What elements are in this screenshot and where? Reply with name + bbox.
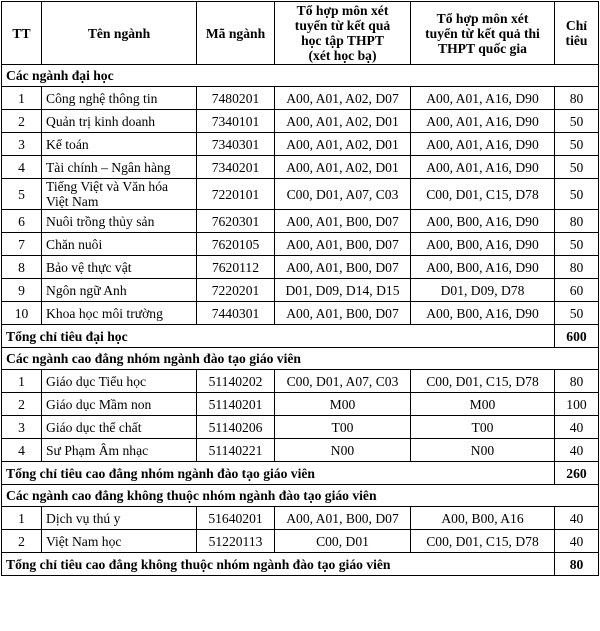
row-name-line: Chăn nuôi <box>46 236 103 252</box>
header-chi-tieu-line: Chỉ <box>565 18 588 33</box>
row-name <box>42 439 197 462</box>
row-thi-thpt: C00, D01, C15, D78 <box>411 179 555 210</box>
header-tt: TT <box>2 2 42 65</box>
table-row <box>2 87 599 110</box>
section-header-row <box>2 348 599 370</box>
table-row <box>2 279 599 302</box>
table-row <box>2 233 599 256</box>
row-name <box>42 110 197 133</box>
row-tt: 1 <box>2 370 42 393</box>
row-code: 51640201 <box>197 507 275 530</box>
row-code: 7340101 <box>197 110 275 133</box>
header-hoc-ba-line: học tập THPT <box>301 33 384 48</box>
row-name-line: Giáo dục thể chất <box>46 419 142 435</box>
row-code: 51220113 <box>197 530 275 553</box>
header-chi-tieu <box>555 2 599 65</box>
row-hoc-ba: A00, A01, A02, D01 <box>275 110 411 133</box>
row-tt: 8 <box>2 256 42 279</box>
row-hoc-ba: A00, A01, B00, D07 <box>275 256 411 279</box>
row-code: 7480201 <box>197 87 275 110</box>
row-name-line: Quản trị kinh doanh <box>46 113 156 129</box>
row-name-line: Tiếng Việt và Văn hóa <box>46 179 169 194</box>
row-hoc-ba: A00, A01, A02, D07 <box>275 87 411 110</box>
header-thi-thpt-line: Tổ hợp môn xét <box>436 10 529 26</box>
row-name-line: Giáo dục Mầm non <box>46 396 152 412</box>
row-quota: 50 <box>555 156 599 179</box>
table-body <box>2 65 599 576</box>
row-name <box>42 393 197 416</box>
row-tt: 3 <box>2 416 42 439</box>
table-row <box>2 302 599 325</box>
row-name-line: Dịch vụ thú y <box>46 510 121 526</box>
row-tt: 2 <box>2 530 42 553</box>
row-thi-thpt: A00, A01, A16, D90 <box>411 87 555 110</box>
row-thi-thpt: C00, D01, C15, D78 <box>411 370 555 393</box>
row-hoc-ba: N00 <box>275 439 411 462</box>
header-thi-thpt-line: tuyển từ kết quả thi <box>425 25 540 41</box>
section-total-label: Tổng chỉ tiêu đại học <box>2 325 555 348</box>
row-tt: 1 <box>2 507 42 530</box>
header-thi-thpt <box>411 2 555 65</box>
row-tt: 2 <box>2 110 42 133</box>
row-name-line: Nuôi trồng thủy sản <box>46 213 155 229</box>
row-name-line: Sư Phạm Âm nhạc <box>46 442 149 458</box>
section-title: Các ngành cao đẳng nhóm ngành đào tạo giáo viên <box>2 348 599 370</box>
row-name <box>42 370 197 393</box>
row-quota: 50 <box>555 233 599 256</box>
row-thi-thpt: A00, B00, A16, D90 <box>411 233 555 256</box>
row-thi-thpt: A00, B00, A16, D90 <box>411 256 555 279</box>
row-name <box>42 156 197 179</box>
row-name-line: Công nghệ thông tin <box>46 90 158 106</box>
row-thi-thpt: A00, B00, A16 <box>411 507 555 530</box>
row-name <box>42 179 197 210</box>
row-name <box>42 233 197 256</box>
row-name-line: Tài chính – Ngân hàng <box>46 159 171 175</box>
row-thi-thpt: C00, D01, C15, D78 <box>411 530 555 553</box>
row-thi-thpt: A00, A01, A16, D90 <box>411 156 555 179</box>
row-quota: 50 <box>555 110 599 133</box>
row-name <box>42 507 197 530</box>
row-tt: 4 <box>2 156 42 179</box>
row-tt: 3 <box>2 133 42 156</box>
row-name-line: Khoa học môi trường <box>46 305 163 321</box>
row-code: 51140206 <box>197 416 275 439</box>
table-row <box>2 507 599 530</box>
row-hoc-ba: C00, D01, A07, C03 <box>275 179 411 210</box>
row-name-line: Việt Nam học <box>46 533 122 549</box>
row-quota: 100 <box>555 393 599 416</box>
row-quota: 80 <box>555 370 599 393</box>
header-row <box>2 2 599 65</box>
section-total-row <box>2 462 599 485</box>
row-code: 7220201 <box>197 279 275 302</box>
row-code: 7340301 <box>197 133 275 156</box>
header-hoc-ba-line: tuyển từ kết quả <box>294 18 391 33</box>
row-hoc-ba: C00, D01 <box>275 530 411 553</box>
section-header-row <box>2 65 599 87</box>
row-name-line: Ngôn ngữ Anh <box>46 282 127 298</box>
table-row <box>2 393 599 416</box>
row-tt: 10 <box>2 302 42 325</box>
row-tt: 1 <box>2 87 42 110</box>
row-code: 7620301 <box>197 210 275 233</box>
row-hoc-ba: C00, D01, A07, C03 <box>275 370 411 393</box>
table-row <box>2 110 599 133</box>
row-thi-thpt: A00, A01, A16, D90 <box>411 133 555 156</box>
row-quota: 50 <box>555 133 599 156</box>
row-quota: 40 <box>555 507 599 530</box>
row-code: 7620105 <box>197 233 275 256</box>
row-hoc-ba: A00, A01, A02, D01 <box>275 156 411 179</box>
table-row <box>2 156 599 179</box>
row-tt: 5 <box>2 179 42 210</box>
row-code: 51140201 <box>197 393 275 416</box>
row-thi-thpt: N00 <box>411 439 555 462</box>
row-tt: 4 <box>2 439 42 462</box>
row-thi-thpt: A00, A01, A16, D90 <box>411 110 555 133</box>
row-code: 7620112 <box>197 256 275 279</box>
section-title: Các ngành đại học <box>2 65 599 87</box>
row-thi-thpt: T00 <box>411 416 555 439</box>
row-name <box>42 87 197 110</box>
row-thi-thpt: M00 <box>411 393 555 416</box>
row-quota: 80 <box>555 256 599 279</box>
row-hoc-ba: A00, A01, B00, D07 <box>275 507 411 530</box>
table-row <box>2 133 599 156</box>
header-ten-nganh: Tên ngành <box>42 2 197 65</box>
row-quota: 40 <box>555 439 599 462</box>
row-quota: 50 <box>555 179 599 210</box>
row-name-line: Việt Nam <box>46 194 99 209</box>
header-ma-nganh: Mã ngành <box>197 2 275 65</box>
header-hoc-ba <box>275 2 411 65</box>
section-total-label: Tổng chỉ tiêu cao đẳng không thuộc nhóm ngành đào tạo giáo viên <box>2 553 555 576</box>
row-code: 7220101 <box>197 179 275 210</box>
row-thi-thpt: A00, B00, A16, D90 <box>411 210 555 233</box>
row-tt: 6 <box>2 210 42 233</box>
row-hoc-ba: D01, D09, D14, D15 <box>275 279 411 302</box>
row-quota: 40 <box>555 530 599 553</box>
section-total-value: 80 <box>555 553 599 576</box>
row-code: 51140202 <box>197 370 275 393</box>
row-hoc-ba: A00, A01, B00, D07 <box>275 233 411 256</box>
row-quota: 80 <box>555 87 599 110</box>
row-thi-thpt: D01, D09, D78 <box>411 279 555 302</box>
row-hoc-ba: T00 <box>275 416 411 439</box>
row-hoc-ba: M00 <box>275 393 411 416</box>
row-tt: 7 <box>2 233 42 256</box>
section-title: Các ngành cao đẳng không thuộc nhóm ngành đào tạo giáo viên <box>2 485 599 507</box>
row-name-line: Kế toán <box>46 136 89 152</box>
table-row <box>2 210 599 233</box>
row-name-line: Giáo dục Tiểu học <box>46 373 147 389</box>
row-code: 7440301 <box>197 302 275 325</box>
header-thi-thpt-line: THPT quốc gia <box>438 40 527 56</box>
section-total-value: 600 <box>555 325 599 348</box>
row-quota: 80 <box>555 210 599 233</box>
section-total-row <box>2 325 599 348</box>
row-name <box>42 279 197 302</box>
row-code: 7340201 <box>197 156 275 179</box>
section-total-row <box>2 553 599 576</box>
row-hoc-ba: A00, A01, B00, D07 <box>275 302 411 325</box>
admissions-table <box>1 1 599 576</box>
row-name <box>42 530 197 553</box>
row-name <box>42 256 197 279</box>
table-row <box>2 530 599 553</box>
row-code: 51140221 <box>197 439 275 462</box>
row-name <box>42 416 197 439</box>
row-quota: 60 <box>555 279 599 302</box>
header-chi-tieu-line: tiêu <box>565 33 588 48</box>
row-thi-thpt: A00, B00, A16, D90 <box>411 302 555 325</box>
table-row <box>2 370 599 393</box>
row-hoc-ba: A00, A01, B00, D07 <box>275 210 411 233</box>
row-name <box>42 133 197 156</box>
row-tt: 2 <box>2 393 42 416</box>
header-hoc-ba-line: (xét học bạ) <box>308 48 377 63</box>
section-total-label: Tổng chỉ tiêu cao đẳng nhóm ngành đào tạo giáo viên <box>2 462 555 485</box>
row-quota: 40 <box>555 416 599 439</box>
row-quota: 50 <box>555 302 599 325</box>
row-name <box>42 302 197 325</box>
table-row <box>2 416 599 439</box>
header-hoc-ba-line: Tổ hợp môn xét <box>296 3 389 18</box>
table-row <box>2 439 599 462</box>
row-name-line: Bảo vệ thực vật <box>46 259 132 275</box>
row-hoc-ba: A00, A01, A02, D01 <box>275 133 411 156</box>
table-row <box>2 256 599 279</box>
table-row <box>2 179 599 210</box>
section-total-value: 260 <box>555 462 599 485</box>
row-tt: 9 <box>2 279 42 302</box>
row-name <box>42 210 197 233</box>
section-header-row <box>2 485 599 507</box>
